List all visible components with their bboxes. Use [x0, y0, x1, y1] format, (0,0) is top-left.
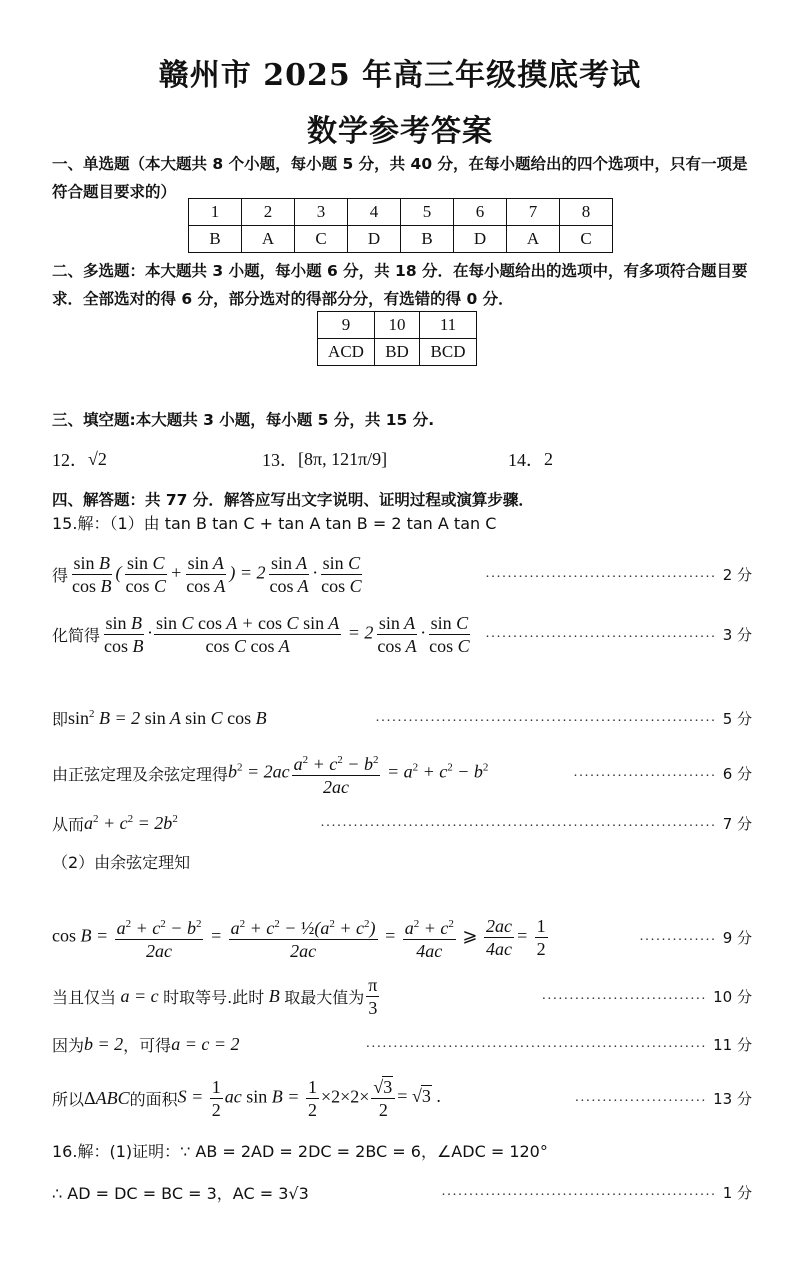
q15-step-2: [52, 606, 752, 662]
answer-cell: A: [507, 226, 560, 253]
step-formula: cos B = $\frac{a^2 + c^2 - b^2}{2ac}$ = $\frac{a^2 + c^2 - \frac{1}{2}(a^2 + c^2)}{2ac}$ = $\frac{a^2 + c^2}{4ac}$ ⩾ $\frac{2ac}{4ac}$ = $\frac{1}{2}$: [52, 913, 550, 962]
multi-choice-table: [317, 311, 477, 366]
step-formula: b = 2: [84, 1033, 124, 1054]
step-prefix: 化简得: [52, 625, 101, 645]
q15-intro-text: 15.解：（1）由 tan B tan C + tan A tan B = 2 tan A tan C: [52, 513, 497, 533]
answer-cell: BD: [375, 339, 420, 366]
leader-dots: ..........................: [573, 765, 717, 780]
leader-dots: ..............................................................: [375, 710, 717, 725]
q14-label: 14．: [508, 450, 544, 470]
q15-part2-intro: [52, 833, 752, 889]
q16-step-text: ∴ AD = DC = BC = 3，AC = 3√3: [52, 1183, 309, 1203]
answer-cell: C: [560, 226, 613, 253]
step-middle: ，可得: [123, 1035, 172, 1055]
page-title: 赣州市 2025 年高三年级摸底考试: [158, 58, 642, 93]
step-score: 3 分: [722, 625, 752, 644]
step-prefix: 得: [52, 565, 69, 585]
step-score: 6 分: [722, 764, 752, 783]
answer-cell: ACD: [318, 339, 375, 366]
step-formula: $b^2 = 2ac$ $\frac{a^2 + c^2 - b^2}{2ac}$ = $a^2 + c^2 - b^2$: [228, 749, 488, 798]
step-prefix: （2）由余弦定理知: [52, 852, 191, 872]
step-prefix: 即: [52, 709, 69, 729]
page-subtitle: 数学参考答案: [307, 114, 493, 149]
leader-dots: ..............................................................: [366, 1036, 708, 1051]
step-prefix: 从而: [52, 814, 85, 834]
step-middle: 时取等号.此时: [163, 987, 265, 1007]
step-formula: $\frac{\text{sin B}}{\text{cos B}}$ · $\frac{\text{sin C cos A + cos C sin A}}{\text{cos C cos A}}$ = 2 $\frac{\text{sin A}}{\text{cos A}}$ · $\frac{\text{sin C}}{\text{cos C}}$: [104, 612, 470, 656]
question-number-cell: 9: [318, 312, 375, 339]
section3-heading: 三、填空题:本大题共 3 小题，每小题 5 分，共 15 分.: [52, 411, 435, 429]
q14-answer-block: [508, 446, 553, 472]
step-score: 10 分: [713, 987, 752, 1006]
answer-cell: D: [454, 226, 507, 253]
step-middle: 的面积: [129, 1089, 178, 1109]
step-score: 11 分: [713, 1035, 752, 1054]
leader-dots: ..........................................: [485, 626, 717, 641]
step-score: 2 分: [722, 565, 752, 584]
answer-cell: BCD: [420, 339, 477, 366]
q13-label: 13．: [262, 450, 298, 470]
question-number-cell: 2: [242, 199, 295, 226]
q12-answer: √2: [88, 448, 107, 469]
single-choice-table: [188, 198, 613, 253]
step-formula: $\frac{\text{sin B}}{\text{cos B}}$ ( $\frac{\text{sin C}}{\text{cos C}}$ + $\frac{\text{sin A}}{\text{cos A}}$ ) = 2 $\frac{\text{sin A}}{\text{cos A}}$ · $\frac{\text{sin C}}{\text{cos C}}$: [72, 552, 362, 596]
step-score: 1 分: [722, 1183, 752, 1202]
answer-cell: D: [348, 226, 401, 253]
q12-label: 12．: [52, 450, 88, 470]
step-formula: B: [264, 985, 285, 1006]
step-score: 9 分: [722, 928, 752, 947]
q15-step-1: [52, 546, 752, 602]
answer-cell: B: [401, 226, 454, 253]
q15-step-6: [52, 904, 752, 970]
step-formula: $a^2 + c^2 = 2b^2$: [84, 812, 178, 833]
answer-cell: C: [295, 226, 348, 253]
leader-dots: ..................................................: [441, 1184, 717, 1199]
leader-dots: ........................: [575, 1090, 708, 1105]
question-number-cell: 1: [189, 199, 242, 226]
section1-heading: 一、单选题（本大题共 8 个小题，每小题 5 分，共 40 分，在每小题给出的四个选项中，只有一项是符合题目要求的）: [52, 155, 748, 201]
step-formula: $\frac{\pi}{3}$: [368, 974, 378, 1018]
step-score: 5 分: [722, 709, 752, 728]
q12-answer-block: [52, 446, 107, 472]
question-number-cell: 5: [401, 199, 454, 226]
question-number-cell: 4: [348, 199, 401, 226]
question-number-cell: 6: [454, 199, 507, 226]
question-number-cell: 3: [295, 199, 348, 226]
q14-answer: 2: [544, 448, 553, 469]
leader-dots: ........................................................................: [320, 815, 717, 830]
question-number-cell: 11: [420, 312, 477, 339]
step-prefix: 当且仅当: [52, 987, 117, 1007]
step-formula: $\sin^2 B = 2$ sin A sin C cos B: [68, 707, 267, 728]
step-score: 13 分: [713, 1089, 752, 1108]
q15-step-4: [52, 745, 752, 801]
q16-step-1: [52, 1164, 752, 1220]
question-number-cell: 7: [507, 199, 560, 226]
q15-step-9: [52, 1070, 752, 1126]
answer-cell: A: [242, 226, 295, 253]
leader-dots: ..............................: [542, 988, 708, 1003]
question-number-cell: 10: [375, 312, 420, 339]
answer-cell: B: [189, 226, 242, 253]
section2-heading: 二、多选题：本大题共 3 小题，每小题 6 分，共 18 分．在每小题给出的选项中，有多项符合题目要求．全部选对的得 6 分，部分选对的得部分分，有选错的得 0 分．: [52, 262, 748, 308]
q13-answer: [8π, 121π/9]: [298, 448, 388, 469]
step-formula: ΔABC: [84, 1087, 130, 1108]
q15-step-8: [52, 1016, 752, 1072]
question-number-cell: 8: [560, 199, 613, 226]
leader-dots: ..............: [639, 929, 717, 944]
q15-step-3: [52, 690, 752, 746]
q15-intro: [52, 494, 752, 550]
step-prefix: 由正弦定理及余弦定理得: [52, 764, 229, 784]
step-formula: a = c: [116, 985, 164, 1006]
step-formula: a = c = 2: [171, 1033, 240, 1054]
step-prefix: 因为: [52, 1035, 85, 1055]
q13-answer-block: [262, 446, 387, 472]
step-middle: 取最大值为: [284, 987, 365, 1007]
step-score: 7 分: [722, 814, 752, 833]
q16-intro-text: 16.解：(1)证明：∵ AB = 2AD = 2DC = 2BC = 6，∠ADC = 120°: [52, 1141, 548, 1161]
step-prefix: 所以: [52, 1089, 85, 1109]
section4-heading: 四、解答题：共 77 分．解答应写出文字说明、证明过程或演算步骤．: [52, 491, 534, 509]
step-formula: S = $\frac{1}{2}$ ac sin B = $\frac{1}{2}$ ×2×2× $\frac{√3}{2}$ = √3 .: [177, 1076, 441, 1120]
leader-dots: ..........................................: [485, 566, 717, 581]
